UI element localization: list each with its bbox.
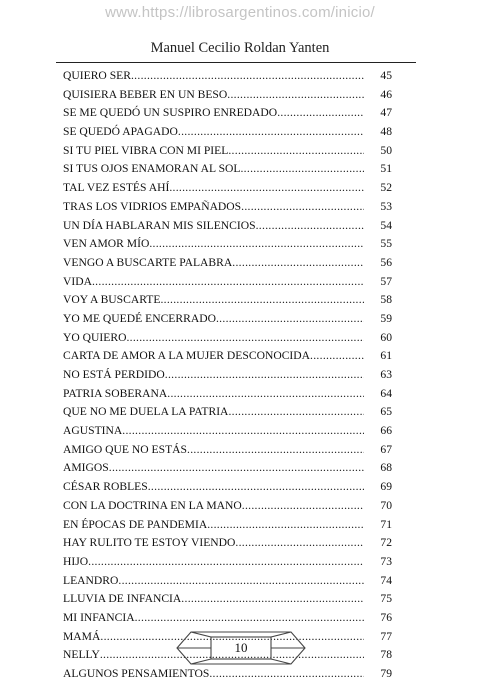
toc-entry-title: VOY A BUSCARTE .....: [63, 291, 364, 310]
toc-entry-page: 45: [370, 67, 392, 86]
toc-entry-page: 59: [370, 310, 392, 329]
toc-entry-page: 76: [370, 609, 392, 628]
toc-entry: [63, 123, 392, 142]
toc-entry: [63, 572, 392, 591]
toc-entry-title: SE ME QUEDÓ UN SUSPIRO ENREDADO .....: [63, 104, 364, 123]
toc-entry-title: SE QUEDÓ APAGADO .....: [63, 123, 364, 142]
toc-entry-page: 77: [370, 628, 392, 647]
toc-entry-title: SI TU PIEL VIBRA CON MI PIEL .....: [63, 142, 364, 161]
toc-entry-page: 73: [370, 553, 392, 572]
toc-entry-title: LEANDRO .....: [63, 572, 364, 591]
toc-entry-title: NO ESTÁ PERDIDO .....: [63, 366, 364, 385]
toc-entry-page: 53: [370, 198, 392, 217]
toc-entry-title: TAL VEZ ESTÉS AHÍ .....: [63, 179, 364, 198]
toc-entry-page: 63: [370, 366, 392, 385]
toc-entry: [63, 86, 392, 105]
toc-entry-title: SI TUS OJOS ENAMORAN AL SOL .....: [63, 160, 364, 179]
toc-entry: [63, 385, 392, 404]
toc-entry: [63, 235, 392, 254]
toc-entry-title: AMIGO QUE NO ESTÁS .....: [63, 441, 364, 460]
toc-entry-title: UN DÍA HABLARAN MIS SILENCIOS .....: [63, 217, 364, 236]
toc-entry-title: YO ME QUEDÉ ENCERRADO .....: [63, 310, 364, 329]
toc-entry-title: VENGO A BUSCARTE PALABRA .....: [63, 254, 364, 273]
toc-entry-page: 74: [370, 572, 392, 591]
toc-entry-page: 72: [370, 534, 392, 553]
toc-entry-title: QUIERO SER .....: [63, 67, 364, 86]
toc-entry: [63, 497, 392, 516]
toc-entry-page: 57: [370, 273, 392, 292]
toc-entry-title: EN ÉPOCAS DE PANDEMIA .....: [63, 516, 364, 535]
toc-entry: [63, 459, 392, 478]
toc-entry: [63, 104, 392, 123]
toc-entry-page: 50: [370, 142, 392, 161]
toc-entry: [63, 142, 392, 161]
toc-entry: [63, 366, 392, 385]
toc-entry-page: 52: [370, 179, 392, 198]
toc-entry-page: 54: [370, 217, 392, 236]
toc-entry-page: 71: [370, 516, 392, 535]
toc-entry-page: 79: [370, 665, 392, 684]
toc-entry: [63, 179, 392, 198]
toc-entry: [63, 329, 392, 348]
toc-entry: [63, 254, 392, 273]
toc-entry-title: VEN AMOR MÍO .....: [63, 235, 364, 254]
toc-entry-page: 78: [370, 646, 392, 665]
toc-entry-page: 75: [370, 590, 392, 609]
toc-entry-page: 66: [370, 422, 392, 441]
toc-entry-title: YO QUIERO .....: [63, 329, 364, 348]
toc-entry-title: ALGUNOS PENSAMIENTOS .....: [63, 665, 364, 684]
toc-entry-page: 70: [370, 497, 392, 516]
toc-entry-page: 68: [370, 459, 392, 478]
toc-entry-title: HAY RULITO TE ESTOY VIENDO .....: [63, 534, 364, 553]
toc-entry: [63, 534, 392, 553]
toc-entry: [63, 347, 392, 366]
toc-entry: [63, 160, 392, 179]
toc-entry-title: QUISIERA BEBER EN UN BESO .....: [63, 86, 364, 105]
toc-entry-title: LLUVIA DE INFANCIA .....: [63, 590, 364, 609]
toc-entry: [63, 478, 392, 497]
toc-entry-title: CÉSAR ROBLES .....: [63, 478, 364, 497]
toc-entry: [63, 590, 392, 609]
toc-entry-title: QUE NO ME DUELA LA PATRIA .....: [63, 403, 364, 422]
toc-entry: [63, 273, 392, 292]
toc-entry: [63, 291, 392, 310]
toc-entry: [63, 441, 392, 460]
toc-entry-page: 60: [370, 329, 392, 348]
toc-entry-page: 65: [370, 403, 392, 422]
toc-entry-page: 58: [370, 291, 392, 310]
toc-entry-title: MAMÁ .....: [63, 628, 364, 647]
running-header-author: Manuel Cecilio Roldan Yanten: [150, 40, 330, 56]
toc-entry-title: TRAS LOS VIDRIOS EMPAÑADOS .....: [63, 198, 364, 217]
toc-entry-title: MI INFANCIA .....: [63, 609, 364, 628]
toc-entry: [63, 553, 392, 572]
toc-entry-page: 48: [370, 123, 392, 142]
toc-entry-title: HIJO .....: [63, 553, 364, 572]
toc-entry-page: 56: [370, 254, 392, 273]
toc-entry-title: AGUSTINA .....: [63, 422, 364, 441]
toc-entry-title: VIDA .....: [63, 273, 364, 292]
header-rule: [56, 62, 416, 63]
toc-entry: [63, 310, 392, 329]
toc-entry: [63, 609, 392, 628]
toc-entry-title: NELLY .....: [63, 646, 364, 665]
toc-entry: [63, 422, 392, 441]
toc-entry: [63, 67, 392, 86]
toc-entry-title: CON LA DOCTRINA EN LA MANO .....: [63, 497, 364, 516]
toc-entry-page: 51: [370, 160, 392, 179]
toc-entry: [63, 217, 392, 236]
toc-entry-page: 64: [370, 385, 392, 404]
toc-entry-page: 55: [370, 235, 392, 254]
toc-entry: [63, 403, 392, 422]
toc-entry: [63, 516, 392, 535]
toc-entry-page: 47: [370, 104, 392, 123]
page-number: 10: [234, 640, 248, 655]
toc-entry-page: 61: [370, 347, 392, 366]
toc-entry-page: 67: [370, 441, 392, 460]
toc-entry-page: 46: [370, 86, 392, 105]
toc-entry-title: PATRIA SOBERANA .....: [63, 385, 364, 404]
table-of-contents: [63, 67, 392, 684]
toc-entry-page: 69: [370, 478, 392, 497]
toc-entry-title: AMIGOS .....: [63, 459, 364, 478]
toc-entry: [63, 198, 392, 217]
watermark-url: www.https://librosargentinos.com/inicio/: [105, 4, 375, 21]
toc-entry-title: CARTA DE AMOR A LA MUJER DESCONOCIDA .....: [63, 347, 364, 366]
